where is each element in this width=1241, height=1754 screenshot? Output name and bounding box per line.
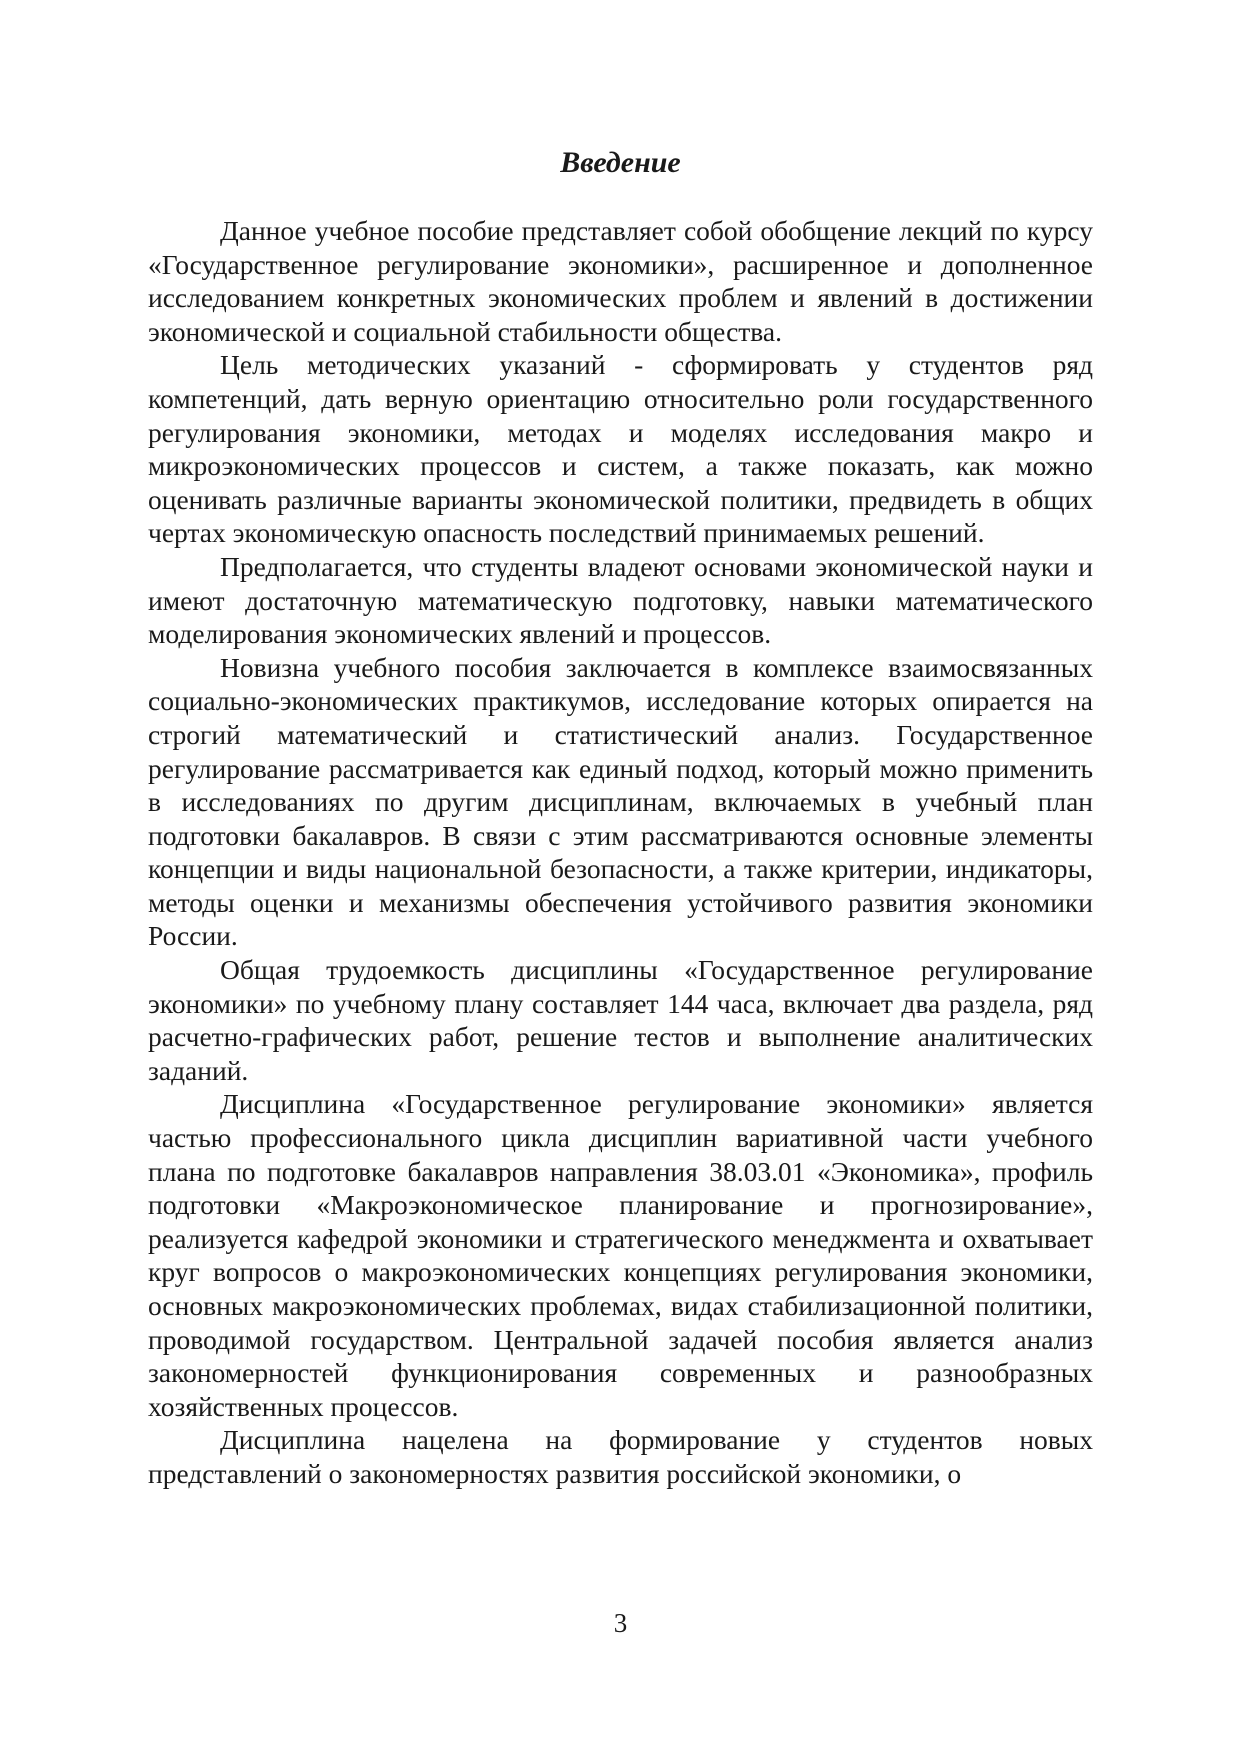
- paragraph-2: Цель методических указаний - сформировать у студентов ряд компетенций, дать верную ориентацию относительно роли государственного регулирования экономики, методах и моделях исследования макро и микроэкономических процессов и систем, а также показать, как можно оценивать различные варианты экономической политики, предвидеть в общих чертах экономическую опасность последствий принимаемых решений.: [148, 349, 1093, 549]
- paragraph-5: Общая трудоемкость дисциплины «Государственное регулирование экономики» по учебному плану составляет 144 часа, включает два раздела, ряд расчетно-графических работ, решение тестов и выполнение аналитических заданий.: [148, 954, 1093, 1086]
- paragraph-7: Дисциплина нацелена на формирование у студентов новых представлений о закономерностях развития российской экономики, о: [148, 1424, 1093, 1489]
- paragraph-6: Дисциплина «Государственное регулирование экономики» является частью профессионального цикла дисциплин вариативной части учебного плана по подготовке бакалавров направления 38.03.01 «Экономика», профиль подготовки «Макроэкономическое планирование и прогнозирование», реализуется кафедрой экономики и стратегического менеджмента и охватывает круг вопросов о макроэкономических концепциях регулирования экономики, основных макроэкономических проблемах, видах стабилизационной политики, проводимой государством. Центральной задачей пособия является анализ закономерностей функционирования современных и разнообразных хозяйственных процессов.: [148, 1088, 1093, 1422]
- paragraph-4: Новизна учебного пособия заключается в комплексе взаимосвязанных социально-экономических практикумов, исследование которых опирается на строгий математический и статистический анализ. Государственное регулирование рассматривается как единый подход, который можно применить в исследованиях по другим дисциплинам, включаемых в учебный план подготовки бакалавров. В связи с этим рассматриваются основные элементы концепции и виды национальной безопасности, а также критерии, индикаторы, методы оценки и механизмы обеспечения устойчивого развития экономики России.: [148, 651, 1093, 952]
- paragraph-1: Данное учебное пособие представляет собой обобщение лекций по курсу «Государственное регулирование экономики», расширенное и дополненное исследованием конкретных экономических проблем и явлений в достижении экономической и социальной стабильности общества.: [148, 215, 1093, 347]
- page-title: Введение: [560, 146, 681, 179]
- page-number: 3: [613, 1608, 628, 1638]
- body-text: [148, 214, 1093, 1491]
- paragraph-3: Предполагается, что студенты владеют основами экономической науки и имеют достаточную математическую подготовку, навыки математического моделирования экономических явлений и процессов.: [148, 550, 1093, 650]
